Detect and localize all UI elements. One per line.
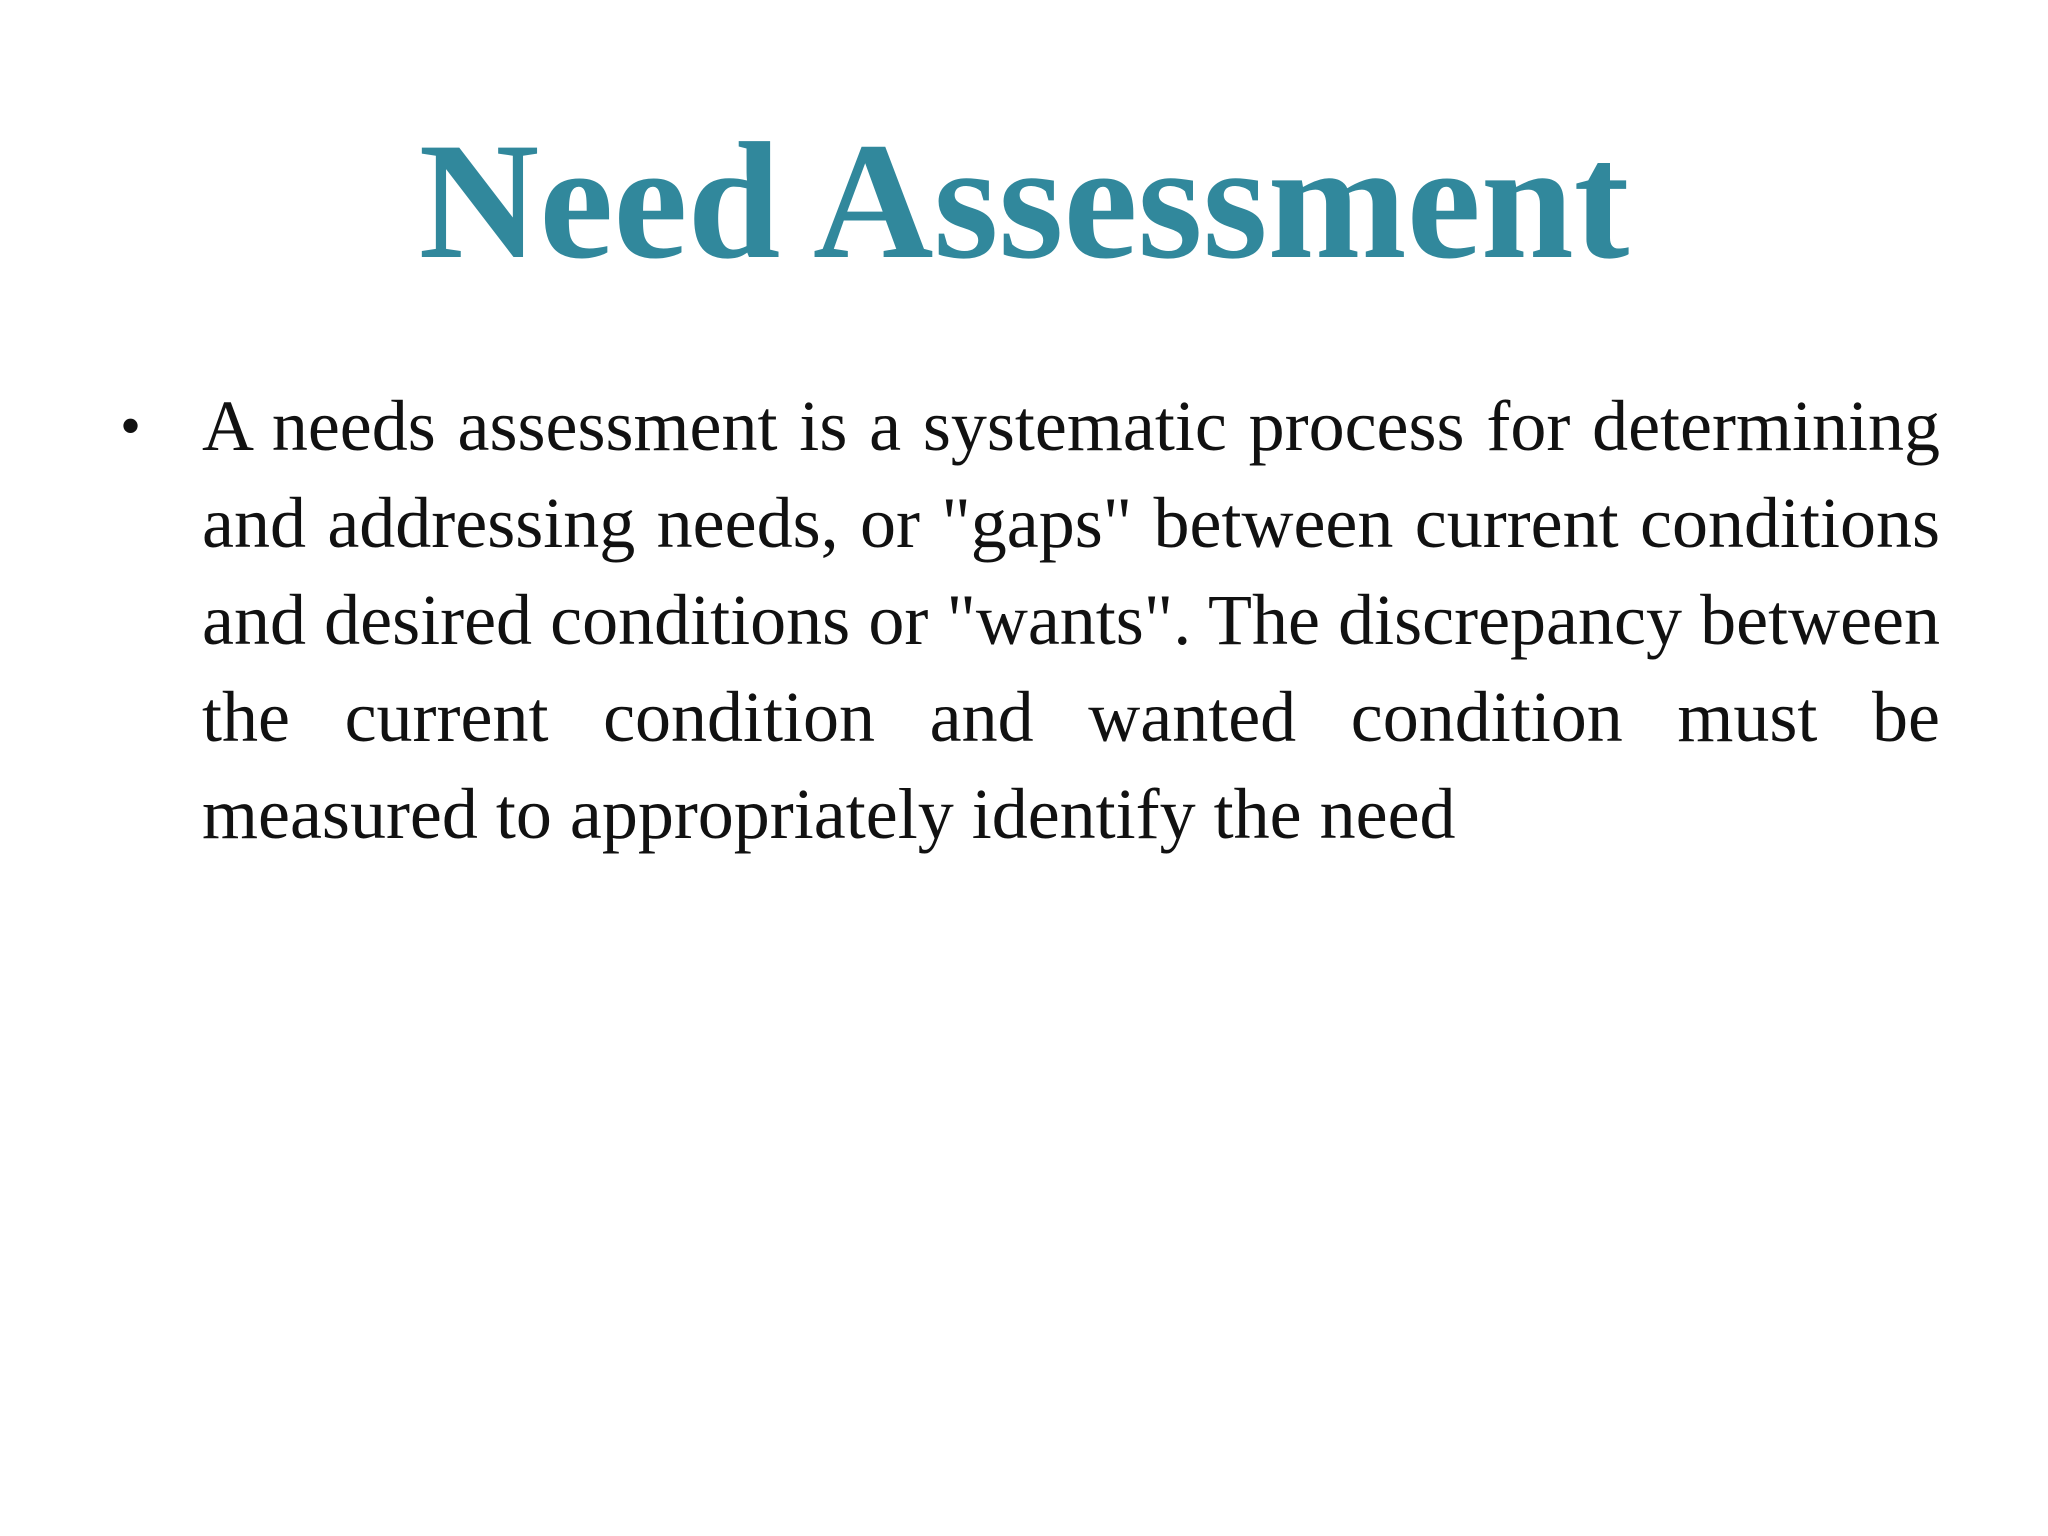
bullet-item: [120, 378, 1940, 863]
bullet-list: [120, 378, 1940, 863]
bullet-text: A needs assessment is a systematic process for determining and addressing needs, or "gaps" between current conditions and desired conditions or "wants". The discrepancy between the current condition and wanted condition must be measured to appropriately identify the need: [202, 386, 1940, 854]
bullet-icon: •: [120, 393, 142, 459]
slide-title: Need Assessment: [418, 109, 1630, 294]
slide-content: [120, 378, 1940, 863]
